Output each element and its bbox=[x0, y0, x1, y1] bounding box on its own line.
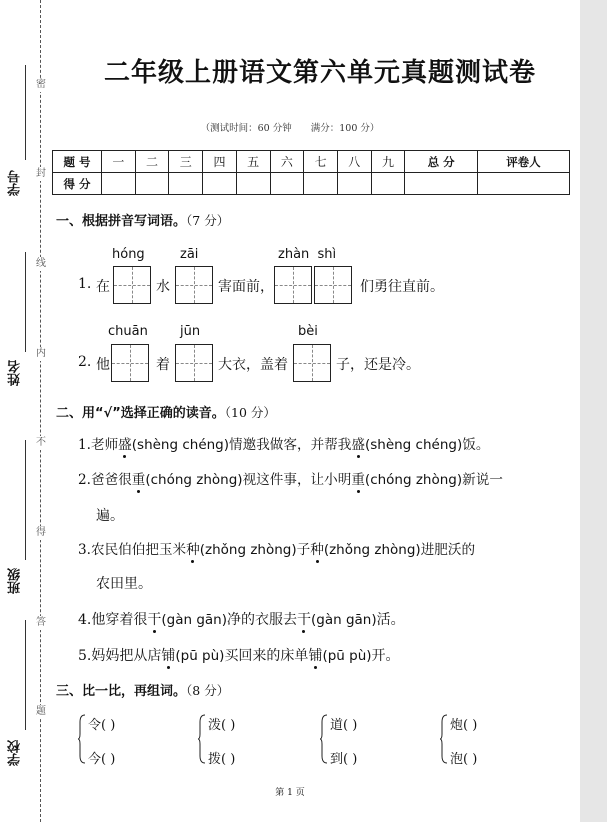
writing-grid[interactable] bbox=[314, 266, 352, 304]
item-text: 开。 bbox=[371, 648, 400, 664]
student-id-label: 学号 bbox=[8, 170, 23, 196]
section-title: 一、根据拼音写词语。 bbox=[56, 214, 187, 229]
question-item bbox=[78, 646, 400, 666]
score-cell[interactable] bbox=[169, 173, 203, 195]
word-blank[interactable]: 炮( ) bbox=[450, 718, 478, 733]
score-cell[interactable] bbox=[337, 173, 371, 195]
pinyin-options[interactable]: (pū pù) bbox=[322, 648, 372, 664]
score-table-header-row bbox=[53, 151, 570, 173]
target-char: 种 bbox=[186, 542, 200, 558]
section-title: 三、比一比，再组词。 bbox=[56, 684, 187, 699]
item-text: 买回来的床单 bbox=[224, 648, 309, 664]
table-cell: 五 bbox=[236, 151, 270, 173]
word-blank[interactable]: 泼( ) bbox=[208, 718, 236, 733]
item-continuation: 农田里。 bbox=[96, 576, 152, 592]
compare-pair bbox=[78, 714, 178, 766]
item-text: 新说一 bbox=[462, 472, 503, 488]
target-char: 盛 bbox=[351, 437, 365, 453]
class-label: 班级 bbox=[8, 568, 23, 594]
school-line[interactable] bbox=[25, 620, 26, 730]
q1-text: 在 bbox=[96, 279, 110, 295]
section-2-heading bbox=[56, 402, 276, 421]
q2-text: 大衣，盖着 bbox=[218, 357, 288, 373]
score-cell[interactable] bbox=[236, 173, 270, 195]
q1-num: 1. bbox=[78, 276, 92, 292]
word-blank[interactable]: 道( ) bbox=[330, 718, 358, 733]
pinyin: zāi bbox=[180, 247, 199, 262]
question-item bbox=[78, 470, 503, 490]
table-cell: 评卷人 bbox=[477, 151, 569, 173]
question-item bbox=[78, 435, 489, 455]
item-num: 1. bbox=[78, 437, 91, 453]
page-number: 第 1 页 bbox=[275, 788, 305, 798]
score-cell[interactable] bbox=[405, 173, 478, 195]
target-char: 重 bbox=[351, 472, 365, 488]
table-cell: 得 分 bbox=[53, 173, 102, 195]
pinyin: zhàn shì bbox=[278, 247, 337, 262]
table-cell: 题 号 bbox=[53, 151, 102, 173]
item-text: 进肥沃的 bbox=[420, 542, 476, 558]
pinyin-options[interactable]: (chóng zhòng) bbox=[364, 472, 463, 488]
item-text: 活。 bbox=[376, 612, 405, 628]
score-cell[interactable] bbox=[371, 173, 405, 195]
score-cell[interactable] bbox=[477, 173, 569, 195]
brace-icon bbox=[440, 714, 448, 764]
pinyin: hóng bbox=[112, 247, 145, 262]
student-name-label: 姓名 bbox=[8, 360, 23, 386]
table-cell: 总 分 bbox=[405, 151, 478, 173]
question-item bbox=[78, 540, 475, 560]
pinyin: chuān bbox=[108, 324, 148, 339]
target-char: 铺 bbox=[161, 648, 176, 664]
word-blank[interactable]: 到( ) bbox=[330, 752, 358, 767]
question-item bbox=[78, 610, 405, 630]
pinyin-options[interactable]: (zhǒng zhòng) bbox=[199, 542, 297, 558]
table-cell: 一 bbox=[102, 151, 136, 173]
table-cell: 三 bbox=[169, 151, 203, 173]
item-continuation: 遍。 bbox=[96, 508, 124, 524]
test-time: （测试时间：60 分钟 bbox=[200, 123, 292, 134]
score-cell[interactable] bbox=[135, 173, 169, 195]
score-table-score-row bbox=[53, 173, 570, 195]
student-name-line[interactable] bbox=[25, 252, 26, 352]
target-char: 种 bbox=[310, 542, 324, 558]
table-cell: 二 bbox=[135, 151, 169, 173]
full-score: 满分：100 分） bbox=[310, 123, 380, 134]
seal-char: 内 bbox=[36, 348, 46, 359]
pinyin-options[interactable]: (zhǒng zhòng) bbox=[323, 542, 421, 558]
binding-dashed-line bbox=[40, 0, 41, 822]
seal-char: 题 bbox=[36, 706, 46, 717]
writing-grid[interactable] bbox=[293, 344, 331, 382]
item-text: 净的衣服去 bbox=[226, 612, 297, 628]
q2-text: 着 bbox=[156, 357, 170, 373]
school-label: 学校 bbox=[8, 740, 23, 766]
item-text: 子 bbox=[296, 542, 311, 558]
item-num: 3. bbox=[78, 542, 91, 558]
writing-grid[interactable] bbox=[113, 266, 151, 304]
seal-char: 得 bbox=[36, 527, 46, 538]
table-cell: 八 bbox=[337, 151, 371, 173]
section-3-heading bbox=[56, 680, 229, 699]
target-char: 重 bbox=[131, 472, 146, 488]
section-points: （10 分） bbox=[224, 405, 276, 420]
compare-pair bbox=[198, 714, 298, 766]
brace-icon bbox=[78, 714, 86, 764]
score-cell[interactable] bbox=[304, 173, 338, 195]
brace-icon bbox=[198, 714, 206, 764]
test-info bbox=[160, 120, 420, 134]
pinyin-options[interactable]: (pū pù) bbox=[175, 648, 225, 664]
q2-text: 子，还是冷。 bbox=[336, 357, 420, 373]
item-text: 饭。 bbox=[462, 437, 490, 453]
q1-text: 害面前， bbox=[218, 279, 274, 295]
word-blank[interactable]: 今( ) bbox=[88, 752, 116, 767]
item-text: 情邀我做客，并帮我 bbox=[229, 437, 352, 453]
seal-char: 线 bbox=[36, 258, 46, 269]
seal-char: 答 bbox=[36, 617, 46, 628]
q2-num: 2. bbox=[78, 354, 92, 370]
writing-grid[interactable] bbox=[274, 266, 312, 304]
table-cell: 七 bbox=[304, 151, 338, 173]
item-text: 妈妈把从店 bbox=[91, 648, 162, 664]
target-char: 铺 bbox=[308, 648, 323, 664]
score-cell[interactable] bbox=[270, 173, 304, 195]
seal-char: 封 bbox=[36, 168, 46, 179]
q1-text: 水 bbox=[156, 279, 170, 295]
table-cell: 九 bbox=[371, 151, 405, 173]
word-blank[interactable]: 令( ) bbox=[88, 718, 116, 733]
q1-text: 们勇往直前。 bbox=[360, 279, 444, 295]
item-text: 爸爸很 bbox=[90, 472, 132, 488]
page-title: 二年级上册语文第六单元真题测试卷 bbox=[103, 58, 536, 88]
word-blank[interactable]: 拨( ) bbox=[208, 752, 236, 767]
score-cell[interactable] bbox=[203, 173, 237, 195]
pinyin: jūn bbox=[180, 324, 201, 339]
item-num: 4. bbox=[78, 612, 92, 628]
compare-pair bbox=[440, 714, 540, 766]
pinyin-options[interactable]: (shèng chéng) bbox=[131, 437, 230, 453]
pinyin-options[interactable]: (shèng chéng) bbox=[364, 437, 463, 453]
writing-grid[interactable] bbox=[175, 344, 213, 382]
pinyin-options[interactable]: (chóng zhòng) bbox=[145, 472, 243, 488]
section-1-heading bbox=[56, 210, 229, 229]
student-id-line[interactable] bbox=[25, 65, 26, 160]
class-line[interactable] bbox=[25, 440, 26, 560]
item-text: 他穿着很 bbox=[91, 612, 148, 628]
item-num: 2. bbox=[78, 472, 91, 488]
score-cell[interactable] bbox=[102, 173, 136, 195]
seal-char: 密 bbox=[36, 79, 46, 90]
pinyin: bèi bbox=[298, 324, 318, 339]
table-cell: 六 bbox=[270, 151, 304, 173]
pinyin-options[interactable]: (gàn gān) bbox=[161, 612, 227, 628]
section-points: （8 分） bbox=[186, 683, 230, 698]
page-gutter bbox=[580, 0, 607, 822]
target-char: 干 bbox=[296, 612, 311, 628]
section-points: （7 分） bbox=[186, 213, 230, 228]
pinyin-options[interactable]: (gàn gān) bbox=[310, 612, 377, 628]
writing-grid[interactable] bbox=[111, 344, 149, 382]
target-char: 盛 bbox=[118, 437, 132, 453]
word-blank[interactable]: 泡( ) bbox=[450, 752, 478, 767]
q2-text: 他 bbox=[96, 357, 110, 373]
score-table bbox=[52, 150, 570, 195]
brace-icon bbox=[320, 714, 328, 764]
item-num: 5. bbox=[78, 648, 92, 664]
target-char: 干 bbox=[147, 612, 162, 628]
section-title: 二、用“√”选择正确的读音。 bbox=[56, 406, 225, 421]
writing-grid[interactable] bbox=[175, 266, 213, 304]
compare-pair bbox=[320, 714, 420, 766]
item-text: 视这件事，让小明 bbox=[242, 472, 352, 488]
item-text: 农民伯伯把玉米 bbox=[90, 542, 187, 558]
item-text: 老师 bbox=[90, 437, 119, 453]
seal-char: 不 bbox=[36, 437, 46, 448]
table-cell: 四 bbox=[203, 151, 237, 173]
